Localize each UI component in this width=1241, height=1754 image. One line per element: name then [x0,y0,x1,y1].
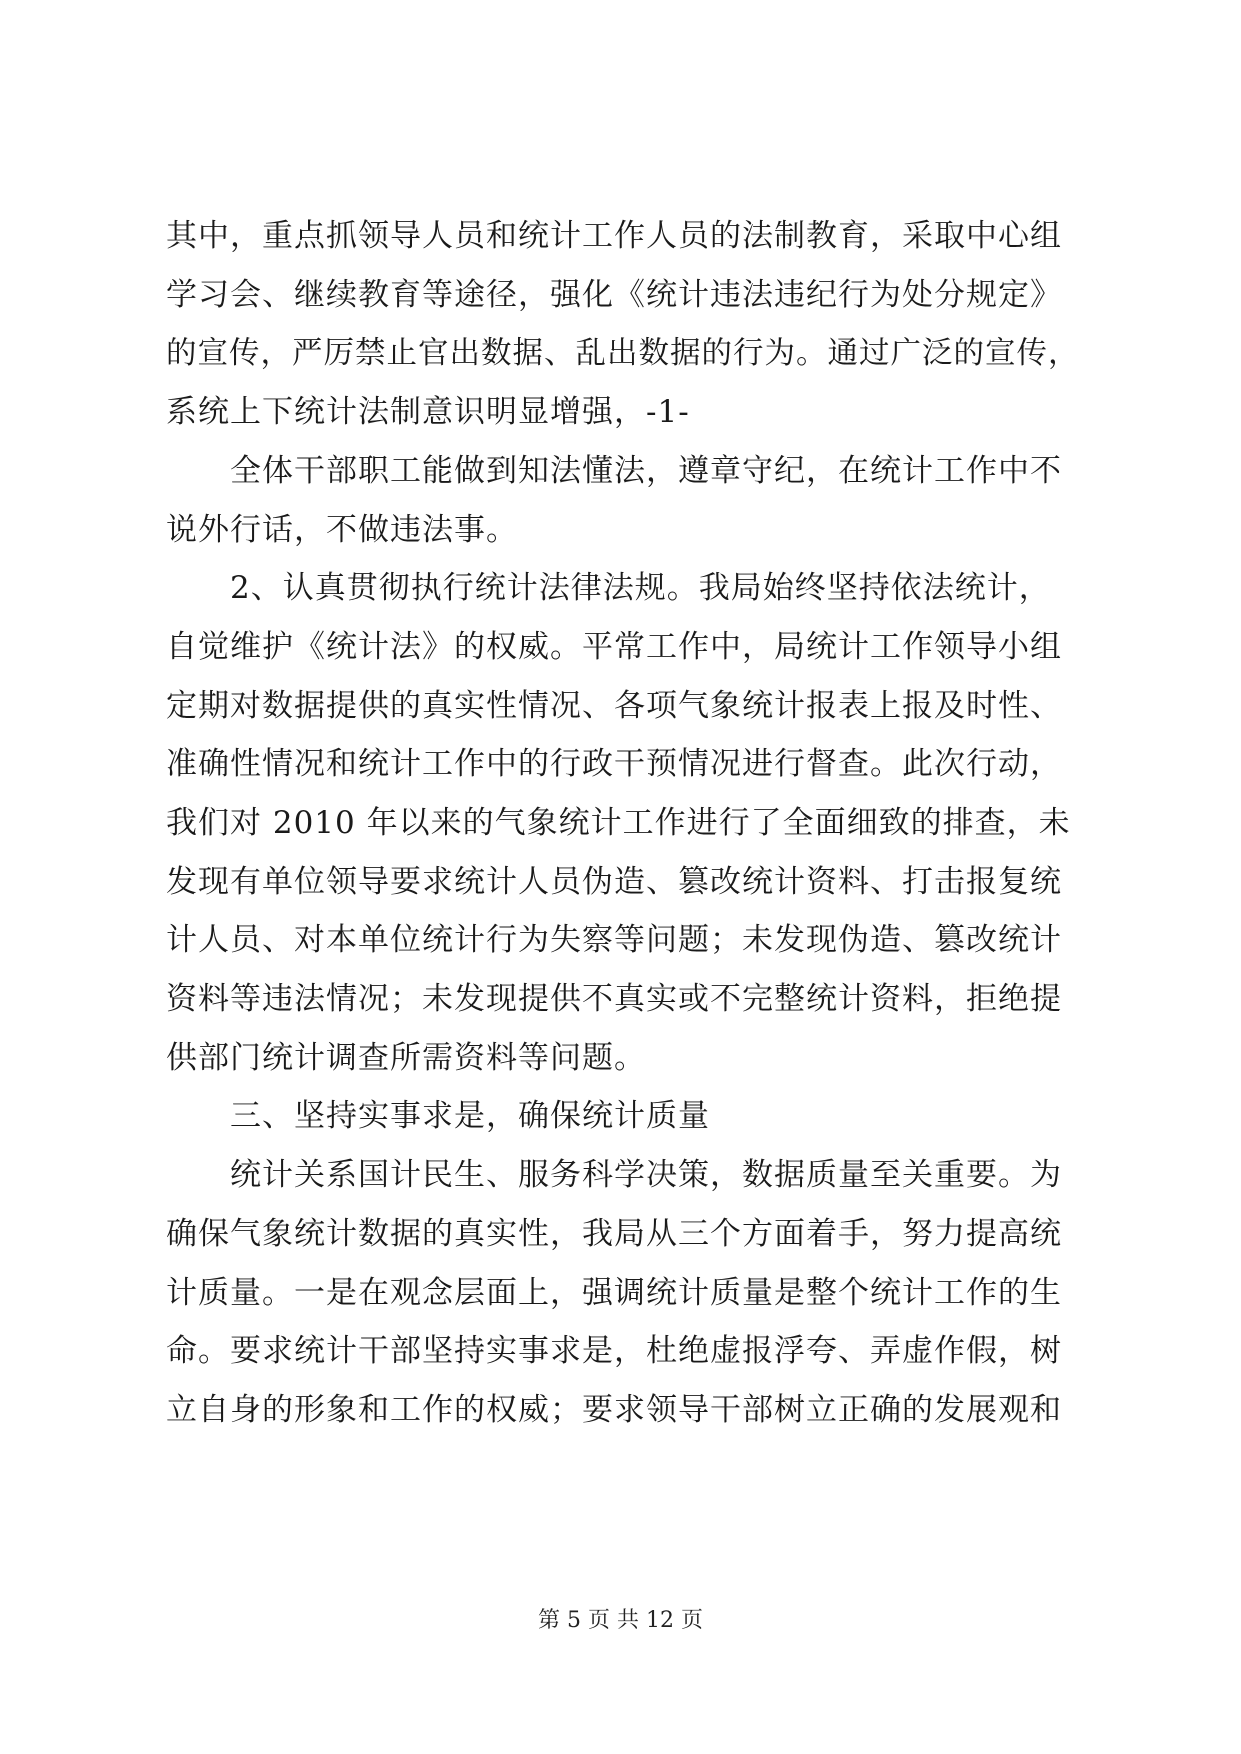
text-line: 其中，重点抓领导人员和统计工作人员的法制教育，采取中心组 [166,218,1062,254]
text-line: 三、坚持实事求是，确保统计质量 [230,1098,710,1134]
text-line: 准确性情况和统计工作中的行政干预情况进行督查。此次行动， [166,746,1062,782]
text-line: 定期对数据提供的真实性情况、各项气象统计报表上报及时性、 [166,688,1062,724]
text-line: 供部门统计调查所需资料等问题。 [166,1040,646,1076]
page-footer: 第 5 页 共 12 页 [538,1608,703,1633]
text-line: 计质量。一是在观念层面上，强调统计质量是整个统计工作的生 [166,1275,1062,1311]
text-line: 说外行话，不做违法事。 [166,512,518,548]
text-line: 自觉维护《统计法》的权威。平常工作中，局统计工作领导小组 [166,629,1062,665]
text-line: 发现有单位领导要求统计人员伪造、篡改统计资料、打击报复统 [166,864,1062,900]
text-line: 2、认真贯彻执行统计法律法规。我局始终坚持依法统计， [230,570,1051,606]
text-line: 资料等违法情况；未发现提供不真实或不完整统计资料，拒绝提 [166,981,1062,1017]
text-line: 统计关系国计民生、服务科学决策，数据质量至关重要。为 [230,1157,1062,1193]
text-line: 的宣传，严厉禁止官出数据、乱出数据的行为。通过广泛的宣传， [166,336,1080,371]
text-line: 立自身的形象和工作的权威；要求领导干部树立正确的发展观和 [166,1392,1062,1428]
text-line: 我们对 2010 年以来的气象统计工作进行了全面细致的排查，未 [166,805,1071,841]
text-line: 命。要求统计干部坚持实事求是，杜绝虚报浮夸、弄虚作假，树 [166,1333,1062,1369]
text-line: 计人员、对本单位统计行为失察等问题；未发现伪造、篡改统计 [166,922,1062,958]
text-line: 确保气象统计数据的真实性，我局从三个方面着手，努力提高统 [166,1216,1062,1252]
text-line: 全体干部职工能做到知法懂法，遵章守纪，在统计工作中不 [230,453,1062,489]
text-line: 系统上下统计法制意识明显增强，-1- [166,394,690,430]
text-line: 学习会、继续教育等途径，强化《统计违法违纪行为处分规定》 [166,277,1062,313]
